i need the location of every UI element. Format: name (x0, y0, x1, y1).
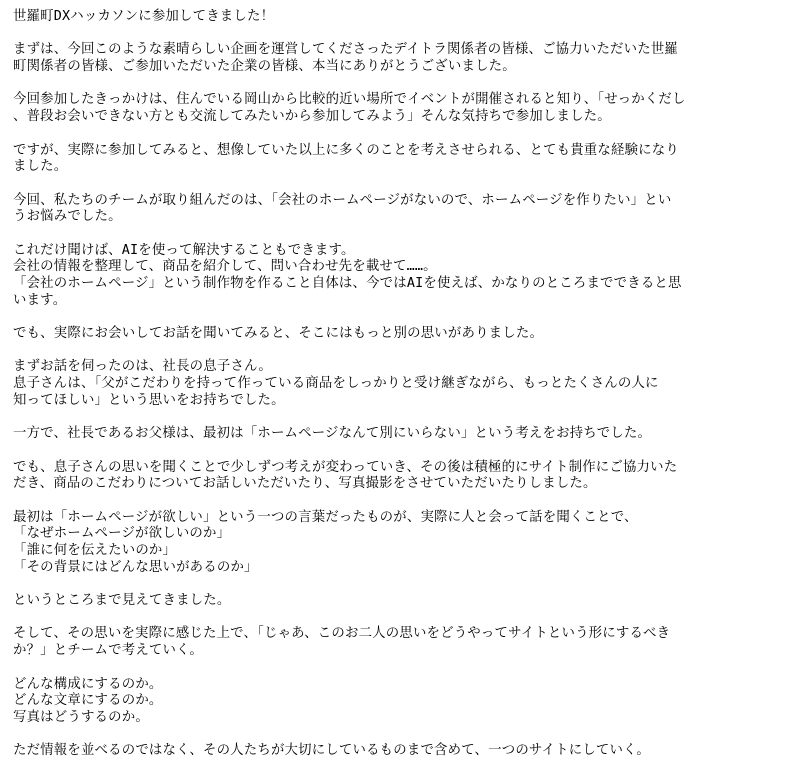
text-line: というところまで見えてきました。 (13, 593, 231, 609)
text-line: 一方で、社長であるお父様は、最初は「ホームページなんて別にいらない」という考えをお持ちでした。 (13, 426, 652, 442)
text-line: 「なぜホームページが欲しいのか」 (13, 526, 231, 542)
blank-line (13, 610, 803, 627)
text-line: ただ情報を並べるのではなく、その人たちが大切にしているものまで含めて、一つのサイトにしていく。 (13, 743, 651, 759)
text-line: 最初は「ホームページが欲しい」という一つの言葉だったものが、実際に人と会って話を聞くことで、 (13, 509, 638, 525)
text-line: ですが、実際に参加してみると、想像していた以上に多くのことを考えさせられる、とても貴重な経験になり (13, 142, 679, 158)
blank-line (13, 443, 803, 460)
text-line: どんな構成にするのか。 (13, 676, 163, 692)
blank-line (13, 26, 803, 43)
text-line: 世羅町DXハッカソンに参加してきました！ (13, 9, 275, 24)
document-body (13, 9, 803, 760)
text-line: 今回参加したきっかけは、住んでいる岡山から比較的近い場所でイベントが開催されると知り、「せっかくだし (13, 92, 686, 108)
text-line: これだけ聞けば、AIを使って解決することもできます。 (13, 242, 355, 258)
text-line: 今回、私たちのチームが取り組んだのは、「会社のホームページがないので、ホームページを作りたい」とい (13, 192, 672, 208)
blank-line (13, 343, 803, 360)
blank-line (13, 76, 803, 93)
text-line: うお悩みでした。 (13, 209, 122, 225)
text-line: 「誰に何を伝えたいのか」 (13, 543, 177, 558)
text-line: 「会社のホームページ」という制作物を作ること自体は、今ではAIを使えば、かなりのところまでできると思 (13, 276, 682, 291)
blank-line (13, 493, 803, 510)
text-line: でも、息子さんの思いを聞くことで少しずつ考えが変わっていき、その後は積極的にサイト制作にご協力いた (13, 459, 678, 475)
blank-line (13, 126, 803, 143)
text-line: 会社の情報を整理して、商品を紹介して、問い合わせ先を載せて……。 (13, 259, 437, 275)
text-line: どんな文章にするのか。 (13, 693, 163, 709)
blank-line (13, 226, 803, 243)
text-line: だき、商品のこだわりについてお話しいただいたり、写真撮影をさせていただいたりしました。 (13, 476, 597, 492)
text-line: 、普段お会いできない方とも交流してみたいから参加してみよう」そんな気持ちで参加しました。 (13, 109, 611, 125)
blank-line (13, 410, 803, 427)
text-line: 息子さんは、「父がこだわりを持って作っている商品をしっかりと受け継ぎながら、もっとたくさんの人に (13, 376, 659, 392)
text-line: そして、その思いを実際に感じた上で、「じゃあ、このお二人の思いをどうやってサイトという形にするべき (13, 626, 671, 642)
text-line: 知ってほしい」という思いをお持ちでした。 (13, 392, 285, 408)
text-line: でも、実際にお会いしてお話を聞いてみると、そこにはもっと別の思いがありました。 (13, 326, 544, 342)
text-line: 町関係者の皆様、ご参加いただいた企業の皆様、本当にありがとうございました。 (13, 59, 516, 75)
text-line: います。 (13, 292, 67, 308)
text-line: まずは、今回このような素晴らしい企画を運営してくださったデイトラ関係者の皆様、ご協力いただいた世羅 (13, 42, 678, 58)
blank-line (13, 176, 803, 193)
blank-line (13, 660, 803, 677)
text-line: まずお話を伺ったのは、社長の息子さん。 (13, 359, 273, 375)
blank-line (13, 576, 803, 593)
text-line: 「その背景にはどんな思いがあるのか」 (13, 559, 258, 575)
blank-line (13, 309, 803, 326)
blank-line (13, 727, 803, 744)
text-line: ました。 (13, 159, 68, 175)
text-line: 写真はどうするのか。 (13, 709, 149, 725)
text-line: か？」とチームで考えていく。 (13, 643, 203, 659)
